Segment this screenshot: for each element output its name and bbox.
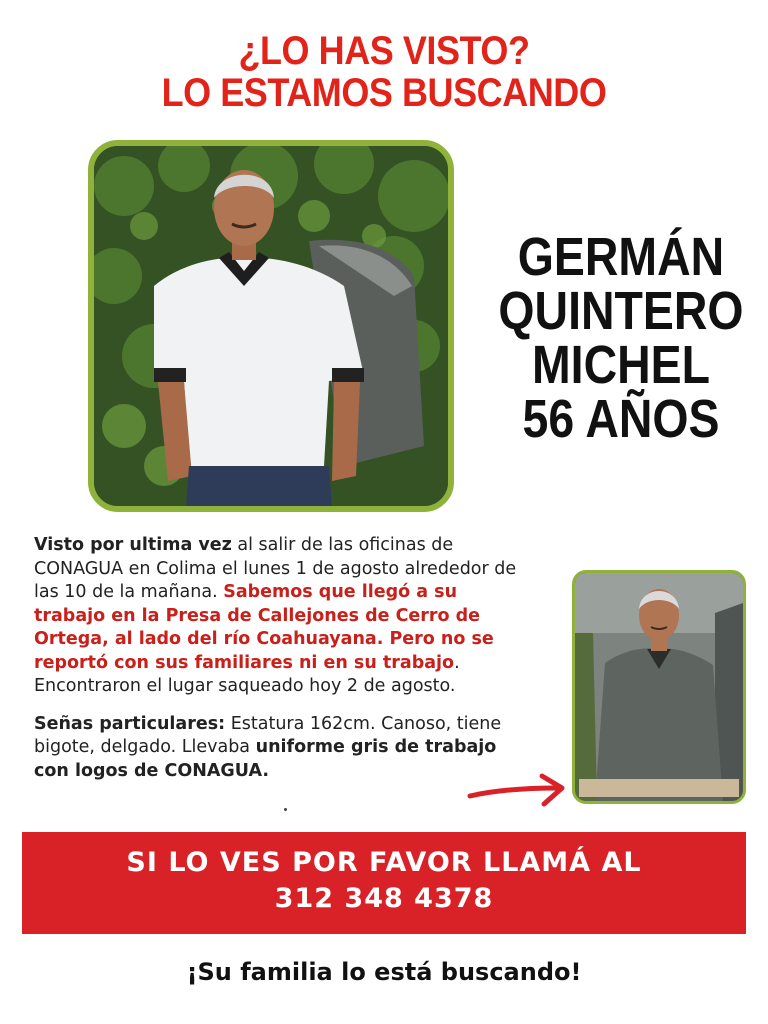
man-portrait-illustration <box>94 146 448 506</box>
arrow-icon <box>466 768 568 812</box>
features-paragraph <box>34 713 534 784</box>
call-to-action-banner <box>22 832 746 934</box>
work-location-text: Sabemos que llegó a su trabajo en la Presa de Callejones de Cerro de Ortega, al lado del río Coahuayana. Pero no se reportó con sus familiares ni en su trabajo <box>34 582 494 673</box>
uniform-photo <box>572 570 746 804</box>
name-surname-1: QUINTERO <box>498 281 744 341</box>
name-first: GERMÁN <box>517 227 725 287</box>
headline-line-1: ¿LO HAS VISTO? <box>238 29 530 73</box>
last-seen-paragraph <box>34 534 534 699</box>
phone-number: 312 348 4378 <box>274 883 494 914</box>
found-text: . Encontraron el lugar saqueado hoy 2 de agosto. <box>34 652 460 696</box>
description <box>34 534 534 797</box>
last-seen-label: Visto por ultima vez <box>34 535 232 555</box>
stray-dot <box>284 808 287 811</box>
person-age: 56 AÑOS <box>522 389 720 449</box>
banner-text: SI LO VES POR FAVOR LLAMÁ AL <box>126 847 642 878</box>
last-seen-text: al salir de las oficinas de CONAGUA en Colima el lunes 1 de agosto alrededor de las 10 de la mañana. <box>34 535 517 602</box>
man-in-uniform-illustration <box>575 573 743 801</box>
footer-message: ¡Su familia lo está buscando! <box>186 958 582 986</box>
main-photo <box>88 140 454 512</box>
name-surname-2: MICHEL <box>531 335 710 395</box>
features-label: Señas particulares: <box>34 713 226 734</box>
uniform-text: uniforme gris de trabajo con logos de CONAGUA. <box>34 737 497 781</box>
features-text: Estatura 162cm. Canoso, tiene bigote, delgado. Llevaba <box>34 713 502 757</box>
headline <box>38 30 729 114</box>
headline-line-2: LO ESTAMOS BUSCANDO <box>161 71 607 115</box>
person-name-block <box>496 227 745 449</box>
